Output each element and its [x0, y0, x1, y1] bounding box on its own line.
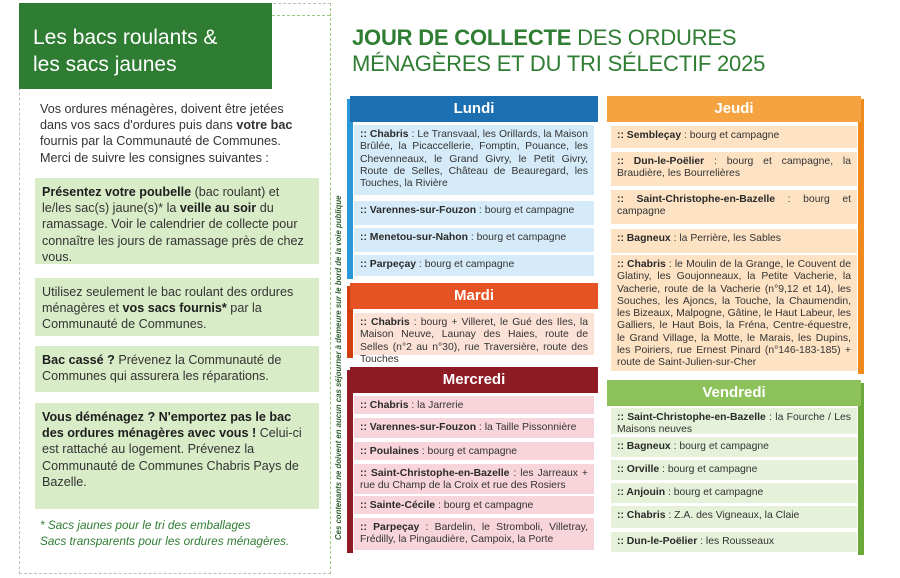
vendredi-commune-name: :: Bagneux — [617, 441, 671, 452]
lundi-commune-name: :: Parpeçay — [360, 259, 417, 270]
mercredi-commune-detail: : la Taille Pissonnière — [476, 422, 577, 433]
left-panel-title: Les bacs roulants & les sacs jaunes — [19, 3, 272, 89]
jeudi-commune-name: :: Bagneux — [617, 233, 671, 244]
mercredi-entry — [357, 468, 591, 493]
vendredi-commune-name: :: Dun-le-Poëlier — [617, 536, 698, 547]
instruction-box-use-provided-bags: Utilisez seulement le bac roulant des ordures ménagères et vos sacs fournis* par la Communauté de Communes. — [35, 278, 319, 336]
mercredi-entry — [357, 400, 591, 412]
vendredi-entry — [614, 441, 854, 453]
jeudi-commune-detail: : bourg et campagne — [681, 130, 780, 141]
jeudi-commune-detail: : le Moulin de la Grange, le Couvent de Glatiny, les Goujonneaux, la Petite Vacherie, la Vacherie, route de la Vacherie (n°9,12 et 14), les Souches, les Ajoncs, la Touche, la Chaumendin, les Bizeaux, Malpogne, Gâtine, le Haut Labeur, les Galliers, le Haut Bois, la Fréna, Centre-équestre, le Grand Village, la Motte, le Marais, les Dupins, les Poiriers, rue Ernest Pinard (n°146-183-185) + route de Saint-Julien-sur-Cher — [617, 259, 851, 369]
vendredi-commune-detail: : les Rousseaux — [697, 536, 775, 547]
vendredi-entry — [614, 487, 854, 499]
mercredi-entry — [357, 422, 591, 434]
vendredi-commune-detail: : la Fourche / Les Maisons neuves — [617, 412, 851, 436]
mercredi-commune-name: :: Parpeçay — [360, 522, 420, 533]
mercredi-header: Mercredi — [350, 367, 598, 393]
mercredi-entry — [357, 522, 591, 547]
instruction-box-broken-bin: Bac cassé ? Prévenez la Communauté de Communes qui assurera les réparations. — [35, 346, 319, 392]
jeudi-entry — [614, 233, 854, 245]
lundi-commune-detail: : bourg et campagne — [467, 232, 567, 243]
vendredi-entry — [614, 464, 854, 476]
vendredi-commune-detail: : Z.A. des Vigneaux, la Claie — [665, 510, 800, 521]
lundi-commune-name: :: Menetou-sur-Nahon — [360, 232, 468, 243]
vendredi-header: Vendredi — [607, 380, 861, 406]
jeudi-commune-detail: : bourg et campagne — [617, 194, 851, 218]
mercredi-commune-detail: : la Jarrerie — [408, 400, 464, 411]
lundi-entry — [357, 259, 591, 271]
mardi-commune-detail: : bourg + Villeret, le Gué des Iles, la Maison Neuve, Launay des Haies, route de Selles (n°2 au n°30), rue Traversière, route des Touches — [360, 317, 588, 365]
instruction-box-present-bin: Présentez votre poubelle (bac roulant) et le/les sac(s) jaune(s)* la veille au soir du ramassage. Voir le calendrier de collecte pour connaître les jours de ramassage près de chez vous. — [35, 178, 319, 264]
jeudi-commune-detail: : bourg et campagne, la Braudière, les Bourrelières — [617, 156, 852, 180]
mardi-header: Mardi — [350, 283, 598, 309]
vendredi-entry — [614, 510, 854, 522]
lundi-commune-detail: : Le Transvaal, les Orillards, la Maison Brûlée, la Picaccellerie, Fomptin, Pouance, les Chevenneaux, le Grand Givry, le Petit Givry, Route de Selles, Château de Beauregard, les Touches, la Rivière — [360, 129, 588, 190]
lundi-commune-detail: : bourg et campagne — [416, 259, 515, 270]
lundi-header: Lundi — [350, 96, 598, 122]
lundi-commune-detail: : bourg et campagne — [476, 205, 575, 216]
mercredi-commune-detail: : bourg et campagne — [435, 500, 534, 511]
lundi-entry — [357, 129, 591, 190]
vendredi-commune-detail: : bourg et campagne — [670, 441, 769, 452]
jeudi-entry — [614, 259, 854, 370]
mercredi-entry — [357, 446, 591, 458]
intro-text: Vos ordures ménagères, doivent être jetées dans vos sacs d'ordures puis dans votre bac fournis par la Communauté de Communes. Merci de suivre les consignes suivantes : — [40, 102, 293, 165]
lundi-entry — [357, 232, 591, 244]
jeudi-commune-detail: : la Perrière, les Sables — [670, 233, 782, 244]
mercredi-commune-name: :: Saint-Christophe-en-Bazelle — [360, 468, 510, 479]
mercredi-commune-detail: : Bardelin, le Stromboli, Villetray, Frédilly, la Pingaudière, Campoix, la Porte — [360, 522, 588, 546]
mercredi-commune-name: :: Varennes-sur-Fouzon — [360, 422, 477, 433]
mercredi-commune-detail: : bourg et campagne — [418, 446, 518, 457]
lundi-commune-name: :: Chabris — [360, 129, 409, 140]
jeudi-commune-name: :: Chabris — [617, 259, 666, 270]
vendredi-commune-detail: : bourg et campagne — [665, 487, 764, 498]
jeudi-entry — [614, 130, 854, 142]
instruction-box-moving: Vous déménagez ? N'emportez pas le bac des ordures ménagères avec vous ! Celui-ci est rattaché au logement. Prévenez la Communauté de Communes Chabris Pays de Bazelle. — [35, 403, 319, 509]
jeudi-commune-name: :: Sembleçay — [617, 130, 682, 141]
page-title: JOUR DE COLLECTE DES ORDURES MÉNAGÈRES ET DU TRI SÉLECTIF 2025 — [352, 25, 766, 76]
mercredi-commune-name: :: Poulaines — [360, 446, 419, 457]
mercredi-commune-name: :: Sainte-Cécile — [360, 500, 436, 511]
vendredi-commune-detail: : bourg et campagne — [659, 464, 758, 475]
vendredi-commune-name: :: Anjouin — [617, 487, 666, 498]
lundi-accent-strip — [347, 99, 353, 279]
vertical-warning-note: Ces contenants ne doivent en aucun cas séjourner à demeure sur le bord de la voie publique — [334, 195, 343, 540]
vendredi-accent-strip — [858, 383, 864, 555]
vendredi-entry — [614, 536, 854, 548]
jeudi-entry — [614, 156, 854, 181]
mardi-commune-name: :: Chabris — [360, 317, 410, 328]
footnote: * Sacs jaunes pour le tri des emballages Sacs transparents pour les ordures ménagères. — [40, 518, 290, 548]
vendredi-commune-name: :: Chabris — [617, 510, 666, 521]
vendredi-commune-name: :: Saint-Christophe-en-Bazelle — [617, 412, 766, 423]
mercredi-entry — [357, 500, 591, 512]
vendredi-commune-name: :: Orville — [617, 464, 660, 475]
mercredi-commune-detail: : les Jarreaux + rue du Champ de la Croix et rue des Rosiers — [360, 468, 588, 492]
jeudi-commune-name: :: Saint-Christophe-en-Bazelle — [617, 194, 776, 205]
lundi-commune-name: :: Varennes-sur-Fouzon — [360, 205, 477, 216]
vendredi-entry — [614, 412, 854, 437]
mercredi-accent-strip — [347, 370, 353, 553]
mercredi-commune-name: :: Chabris — [360, 400, 409, 411]
lundi-entry — [357, 205, 591, 217]
jeudi-commune-name: :: Dun-le-Poëlier — [617, 156, 705, 167]
jeudi-header: Jeudi — [607, 96, 861, 122]
decorative-dashed-line — [272, 15, 330, 16]
mardi-entry — [357, 317, 591, 366]
jeudi-entry — [614, 194, 854, 219]
jeudi-accent-strip — [858, 99, 864, 374]
